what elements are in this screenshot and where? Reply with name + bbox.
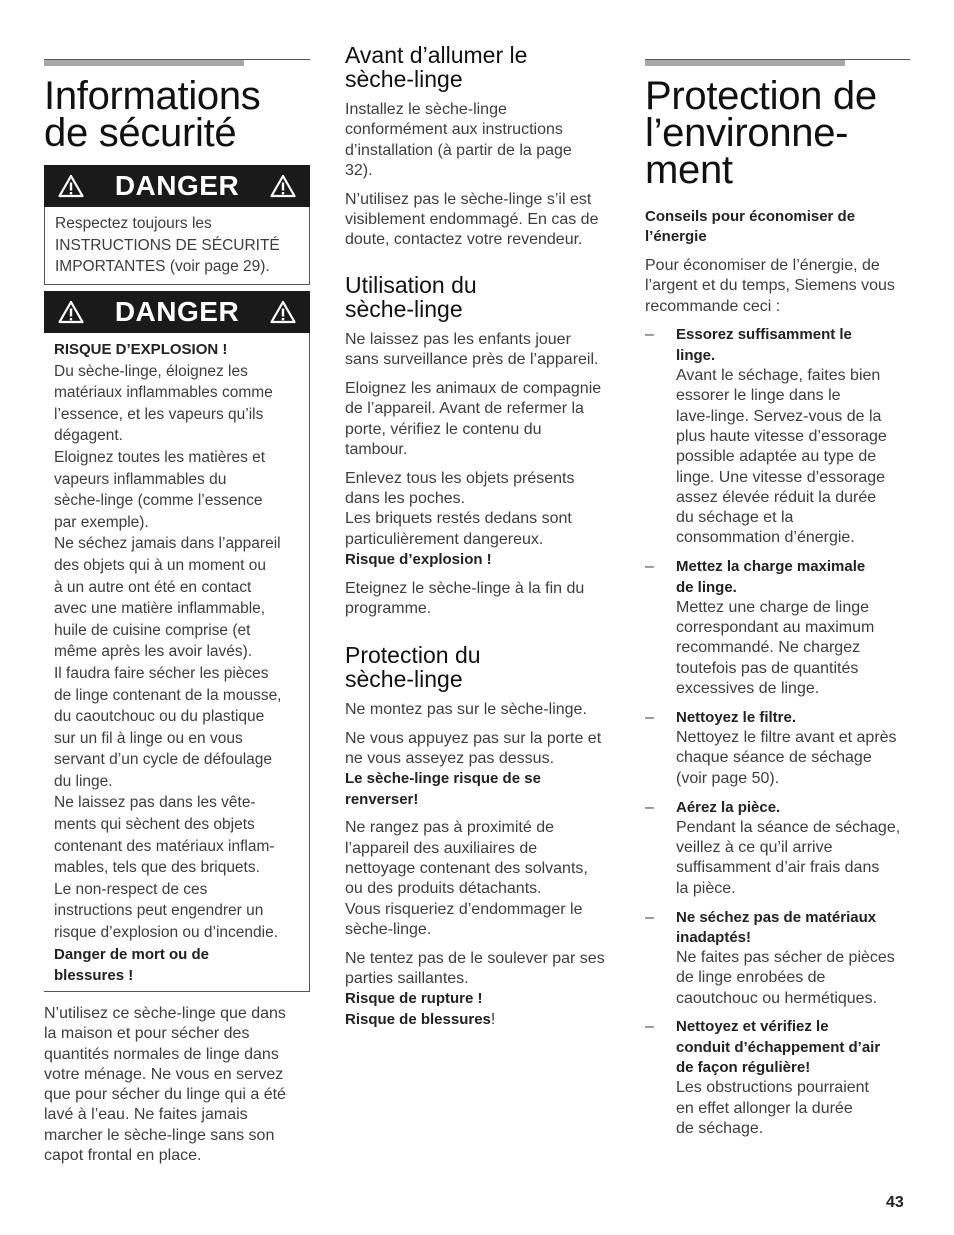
tip-body: Avant le séchage, faites bien essorer le linge dans le lave-linge. Servez-vous de la plus haute vitesse d’essorage possible adaptée au type de linge. Une vitesse d’essorage assez élevée réduit la durée du séchage et la consommation d’énergie.: [676, 367, 887, 547]
text-line: contenant des matériaux inflam-: [54, 837, 275, 855]
tips-list: [645, 325, 910, 1139]
text-line: servant d’un cycle de défoulage: [54, 751, 273, 769]
warning-text: Le sèche-linge risque de se renverser!: [345, 770, 541, 808]
text-line: des objets qui à un moment ou: [54, 556, 266, 574]
tip-title: Nettoyez le filtre.: [676, 708, 797, 726]
tip-body: Ne faites pas sécher de pièces de linge enrobées de caoutchouc ou hermétiques.: [676, 949, 895, 1007]
page-number: 43: [886, 1194, 904, 1211]
tip-title: Essorez suffisamment le linge.: [676, 326, 852, 364]
text-line: capot frontal en place.: [44, 1147, 202, 1165]
text-line: du linge.: [54, 772, 113, 790]
section-title: Protection du sèche-linge: [345, 642, 481, 692]
text-line: lavé à l’eau. Ne faites jamais: [44, 1106, 248, 1124]
dash-bullet: –: [645, 558, 654, 576]
warning-text: Risque de rupture !: [345, 990, 483, 1008]
dash-bullet: –: [645, 326, 654, 344]
text-line: Le non-respect de ces: [54, 880, 208, 898]
danger-header: [44, 291, 310, 333]
text-line: Il faudra faire sécher les pièces: [54, 664, 269, 682]
text-line: instructions peut engendrer un: [54, 902, 264, 920]
warning-triangle-icon: [270, 174, 296, 198]
paragraph: Ne tentez pas de le soulever par ses parties saillantes.: [345, 949, 605, 988]
section-rule: [44, 59, 310, 67]
text-line: votre ménage. Ne vous en servez: [44, 1065, 284, 1083]
paragraph: Pour économiser de l’énergie, de l’argent et du temps, Siemens vous recommande ceci :: [645, 257, 895, 315]
text-line: Ne laissez pas dans les vête-: [54, 794, 256, 812]
danger-label: DANGER: [114, 296, 240, 327]
paragraph: Installez le sèche-linge conformément aux instructions d’installation (à partir de la page 32).: [345, 101, 572, 179]
text-line: à un autre ont été en contact: [54, 578, 252, 596]
danger-label: DANGER: [114, 170, 240, 201]
paragraph: Eteignez le sèche-linge à la fin du programme.: [345, 579, 585, 618]
paragraph: Ne rangez pas à proximité de l’appareil des auxiliaires de nettoyage contenant des solvants, ou des produits détachants. Vous risqueriez d’endommager le sèche-linge.: [345, 819, 588, 938]
section-title-environment: Protection de l’environne- ment: [645, 74, 877, 192]
list-item: [645, 708, 910, 789]
text-line: par exemple).: [54, 513, 149, 531]
text-line: huile de cuisine comprise (et: [54, 621, 251, 639]
text-line: Du sèche-linge, éloignez les: [54, 362, 248, 380]
text-line: Ne séchez jamais dans l’appareil: [54, 535, 281, 553]
subtitle: Conseils pour économiser de l’énergie: [645, 208, 856, 246]
dash-bullet: –: [645, 708, 654, 726]
text-line: la maison et pour sécher des: [44, 1025, 250, 1043]
danger-box-2: [44, 291, 310, 992]
section-protection: [345, 643, 613, 1030]
tip-title: Mettez la charge maximale de linge.: [676, 558, 866, 596]
text-line: ments qui sèchent des objets: [54, 816, 255, 834]
list-item: [645, 1017, 910, 1139]
danger-body: [44, 333, 310, 992]
text-line: vapeurs inflammables du: [54, 470, 227, 488]
text-line: marcher le sèche-linge sans son: [44, 1126, 275, 1144]
section-title: Avant d’allumer le sèche-linge: [345, 42, 528, 92]
danger-heading: RISQUE D’EXPLOSION !: [54, 341, 228, 358]
list-item: [645, 325, 910, 548]
tip-title: Ne séchez pas de matériaux inadaptés!: [676, 908, 877, 946]
tip-body: Les obstructions pourraient en effet allonger la durée de séchage.: [676, 1079, 869, 1137]
section-rule: [645, 59, 910, 67]
paragraph: Ne laissez pas les enfants jouer sans surveillance près de l’appareil.: [345, 331, 599, 369]
tip-body: Pendant la séance de séchage, veillez à ce qu’il arrive suffisamment d’air frais dans la pièce.: [676, 818, 901, 897]
tip-body: Nettoyez le filtre avant et après chaque séance de séchage (voir page 50).: [676, 729, 897, 787]
paragraph: Ne vous appuyez pas sur la porte et ne vous asseyez pas dessus.: [345, 729, 602, 768]
dash-bullet: –: [645, 908, 654, 926]
danger-body: [44, 207, 310, 285]
list-item: [645, 908, 910, 1009]
warning-triangle-icon: [270, 300, 296, 324]
text-line: risque d’explosion ou d’incendie.: [54, 924, 279, 942]
text-line: mables, tels que des briquets.: [54, 859, 260, 877]
text-line: avec une matière inflammable,: [54, 600, 266, 618]
warning-text: Risque de blessures!: [345, 1010, 496, 1028]
text-line: sèche-linge (comme l’essence: [54, 492, 263, 510]
usage-paragraph: [44, 1004, 310, 1166]
text-line: N’utilisez ce sèche-linge que dans: [44, 1005, 286, 1022]
section-avant: [345, 43, 613, 259]
page-title: Informations de sécurité: [44, 74, 261, 155]
text-line: de linge contenant de la mousse,: [54, 686, 282, 704]
warning-text: Risque d’explosion !: [345, 550, 492, 568]
danger-box-1: [44, 165, 310, 285]
section-utilisation: [345, 273, 613, 628]
paragraph: N’utilisez pas le sèche-linge s’il est visiblement endommagé. En cas de doute, contactez votre revendeur.: [345, 190, 599, 249]
environment-content: [645, 207, 910, 1148]
text-line: Eloignez toutes les matières et: [54, 448, 266, 466]
text-line: que pour sécher du linge qui a été: [44, 1086, 286, 1104]
paragraph: Ne montez pas sur le sèche-linge.: [345, 701, 587, 718]
paragraph: Eloignez les animaux de compagnie de l’appareil. Avant de refermer la porte, vérifiez le contenu du tambour.: [345, 380, 602, 458]
danger-footer: Danger de mort ou de blessures !: [54, 945, 210, 985]
text-line: quantités normales de linge dans: [44, 1045, 279, 1063]
danger-text: [54, 361, 299, 944]
text-line: matériaux inflammables comme: [54, 384, 273, 402]
text-line: l’essence, et les vapeurs qu’ils: [54, 405, 264, 423]
tip-title: Nettoyez et vérifiez le conduit d’échappement d’air de façon régulière!: [676, 1018, 881, 1077]
text-line: du caoutchouc ou du plastique: [54, 708, 265, 726]
tip-title: Aérez la pièce.: [676, 798, 781, 816]
list-item: [645, 557, 910, 699]
tip-body: Mettez une charge de linge correspondant au maximum recommandé. Ne chargez toutefois pas de quantités excessives de linge.: [676, 598, 875, 698]
text-line: sur un fil à linge ou en vous: [54, 729, 243, 747]
danger-header: [44, 165, 310, 207]
dash-bullet: –: [645, 1018, 654, 1036]
text-line: dégagent.: [54, 427, 123, 445]
text-line: même après les avoir lavés).: [54, 643, 253, 661]
danger-text: Respectez toujours les INSTRUCTIONS DE SÉCURITÉ IMPORTANTES (voir page 29).: [55, 215, 280, 276]
section-title: Utilisation du sèche-linge: [345, 272, 477, 322]
dash-bullet: –: [645, 798, 654, 816]
paragraph: Enlevez tous les objets présents dans les poches. Les briquets restés dedans sont particulièrement dangereux.: [345, 469, 575, 548]
list-item: [645, 798, 910, 899]
